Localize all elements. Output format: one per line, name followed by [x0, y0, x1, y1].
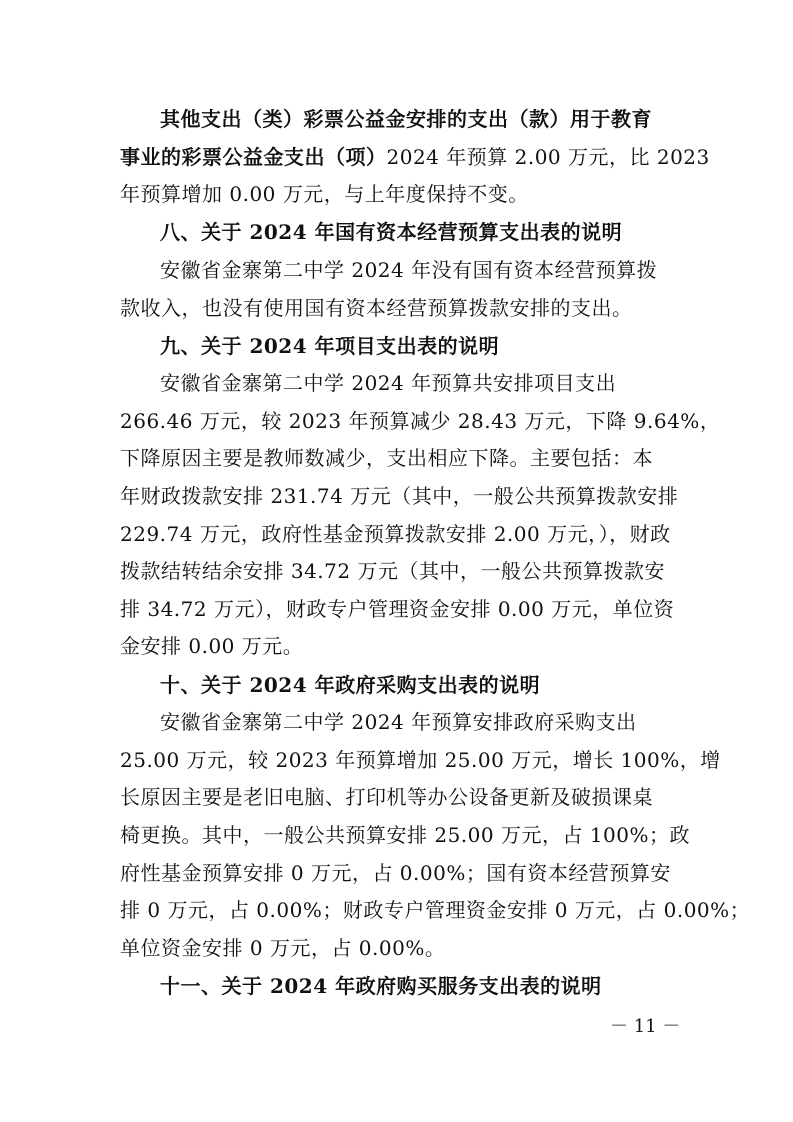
paragraph-line: 府性基金预算安排 0 万元，占 0.00%；国有资本经营预算安 — [120, 861, 671, 885]
paragraph-line: 下降原因主要是教师数减少，支出相应下降。主要包括：本 — [120, 446, 653, 470]
paragraph-line: 229.74 万元，政府性基金预算拨款安排 2.00 万元，），财政 — [120, 522, 671, 546]
section-heading: 十、关于 2024 年政府采购支出表的说明 — [160, 673, 541, 697]
paragraph-line: 排 34.72 万元），财政专户管理资金安排 0.00 万元，单位资 — [120, 597, 675, 621]
paragraph-line: 25.00 万元，较 2023 年预算增加 25.00 万元，增长 100%，增 — [120, 748, 721, 772]
paragraph-line: 长原因主要是老旧电脑、打印机等办公设备更新及破损课桌 — [120, 785, 653, 809]
page-number: － 11 － — [610, 1016, 681, 1037]
paragraph-line: 安徽省金寨第二中学 2024 年预算安排政府采购支出 — [160, 710, 637, 734]
paragraph-bold-fragment: 事业的彩票公益金支出（项） — [120, 145, 387, 169]
paragraph-line: 年预算增加 0.00 万元，与上年度保持不变。 — [120, 182, 529, 206]
paragraph-fragment: 2024 年预算 2.00 万元，比 2023 — [386, 145, 710, 169]
paragraph-line: 款收入，也没有使用国有资本经营预算拨款安排的支出。 — [120, 296, 633, 320]
paragraph-line: 拨款结转结余安排 34.72 万元（其中，一般公共预算拨款安 — [120, 559, 665, 583]
paragraph-line: 排 0 万元，占 0.00%；财政专户管理资金安排 0 万元，占 0.00%； — [120, 898, 751, 922]
paragraph-line: 金安排 0.00 万元。 — [120, 634, 304, 658]
paragraph-line: 年财政拨款安排 231.74 万元（其中，一般公共预算拨款安排 — [120, 484, 679, 508]
paragraph-line: 安徽省金寨第二中学 2024 年预算共安排项目支出 — [160, 371, 617, 395]
section-heading: 八、关于 2024 年国有资本经营预算支出表的说明 — [160, 220, 623, 244]
section-heading: 九、关于 2024 年项目支出表的说明 — [160, 334, 500, 358]
paragraph-line: 安徽省金寨第二中学 2024 年没有国有资本经营预算拨 — [160, 258, 658, 282]
paragraph-line: 椅更换。其中，一般公共预算安排 25.00 万元，占 100%；政 — [120, 823, 691, 847]
section-heading: 十一、关于 2024 年政府购买服务支出表的说明 — [160, 974, 602, 998]
paragraph-line — [120, 142, 710, 172]
paragraph-line: 单位资金安排 0 万元，占 0.00%。 — [120, 936, 446, 960]
paragraph-line: 其他支出（类）彩票公益金安排的支出（款）用于教育 — [160, 107, 652, 131]
paragraph-line: 266.46 万元，较 2023 年预算减少 28.43 万元，下降 9.64%， — [120, 409, 721, 433]
